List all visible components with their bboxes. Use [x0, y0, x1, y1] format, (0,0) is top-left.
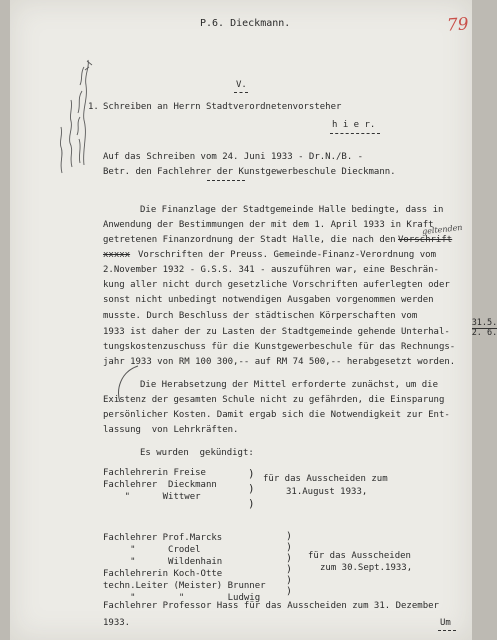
reference-line-1: Auf das Schreiben vom 24. Juni 1933 - Dr.N./B. - — [103, 152, 364, 162]
group1-brace: ) ) ) — [248, 467, 255, 510]
catchword-underline — [438, 630, 456, 631]
group2-date-line-2: zum 30.Sept.1933, — [320, 563, 413, 573]
para2-line-3: persönlicher Kosten. Damit ergab sich die Notwendigkeit zur Ent- — [103, 410, 450, 420]
para1-line-2: Anwendung der Bestimmungen der mit dem 1. April 1933 in Kraft — [103, 220, 434, 230]
para2-line-2: Existenz der gesamten Schule nicht zu gefährden, die Einsparung — [103, 395, 445, 405]
group2-brace: ) ) ) ) ) ) — [286, 531, 293, 597]
recipient-line: Schreiben an Herrn Stadtverordnetenvorsteher — [103, 102, 342, 112]
para1-struck-start: xxxxx — [103, 250, 131, 260]
section-underline — [234, 92, 248, 93]
para1-line-5: 2.November 1932 - G.S.S. 341 - auszuführen war, eine Beschrän- — [103, 265, 439, 275]
para1-line-10: tungskostenzuschuss für die Kunstgewerbeschule für das Rechnungs- — [103, 342, 456, 352]
folio-number: 79 — [446, 14, 470, 36]
group2-row-4: Fachlehrerin Koch-Otte — [103, 569, 223, 579]
document-page — [10, 0, 497, 640]
group1-row-2: Fachlehrer Dieckmann — [103, 480, 217, 490]
para1-line-3: getretenen Finanzordnung der Stadt Halle, die nach den — [103, 235, 396, 245]
group1-row-1: Fachlehrerin Freise — [103, 468, 206, 478]
fraction-denominator: 2. 6. — [471, 328, 497, 338]
hier-underline — [330, 133, 380, 134]
para1-date-fraction — [450, 304, 497, 353]
fraction-numerator: 31.5. — [471, 318, 497, 328]
handwritten-margin-note — [44, 55, 104, 175]
closing-line-1: Fachlehrer Professor Hass für das Ausscheiden zum 31. Dezember — [103, 601, 439, 611]
group1-date-line-1: für das Ausscheiden zum — [263, 474, 388, 484]
para1-line-11: jahr 1933 von RM 100 300,-- auf RM 74 500,-- herabgesetzt worden. — [103, 357, 456, 367]
para2-line-4: lassung von Lehrkräften. — [103, 425, 239, 435]
document-header: P.6. Dieckmann. — [200, 18, 291, 29]
para2-line-1: Die Herabsetzung der Mittel erforderte zunächst, um die — [140, 380, 439, 390]
para1-line-6: kung aller nicht durch gesetzliche Vorschriften auferlegten oder — [103, 280, 450, 290]
para1-line-7: sonst nicht unbedingt notwendigen Ausgaben vorgenommen werden — [103, 295, 434, 305]
group2-row-3: " Wildenhain — [103, 557, 223, 567]
group2-row-6: " " Ludwig — [103, 593, 261, 603]
closing-line-2: 1933. — [103, 618, 131, 628]
group2-row-5: techn.Leiter (Meister) Brunner — [103, 581, 266, 591]
para1-line-9: 1933 ist daher der zu Lasten der Stadtgemeinde gehende Unterhal- — [103, 327, 450, 337]
para1-struck-word: Vorschrift — [398, 235, 453, 245]
group2-date-line-1: für das Ausscheiden — [308, 551, 411, 561]
handwriting-drawing — [44, 55, 104, 175]
para1-line-8: musste. Durch Beschluss der städtischen Körperschaften vom — [103, 311, 418, 321]
group1-date-line-2: 31.August 1933, — [286, 487, 368, 497]
handwritten-insert: geltenden — [421, 222, 463, 237]
group2-row-1: Fachlehrer Prof.Marcks — [103, 533, 223, 543]
section-number: V. — [236, 80, 247, 90]
group1-row-3: " Wittwer — [103, 492, 201, 502]
hier-label: h i e r. — [332, 120, 376, 130]
item-number: 1. — [88, 102, 99, 112]
group2-row-2: " Crodel — [103, 545, 201, 555]
reference-line-2: Betr. den Fachlehrer der Kunstgewerbeschule Dieckmann. — [103, 167, 396, 177]
page-turn-catchword: Um — [440, 618, 451, 628]
para1-line-1: Die Finanzlage der Stadtgemeinde Halle bedingte, dass in — [140, 205, 444, 215]
para1-line-4: Vorschriften der Preuss. Gemeinde-Finanz-Verordnung vom — [138, 250, 437, 260]
reference-underline — [207, 180, 245, 181]
dismissal-intro: Es wurden gekündigt: — [140, 448, 254, 458]
